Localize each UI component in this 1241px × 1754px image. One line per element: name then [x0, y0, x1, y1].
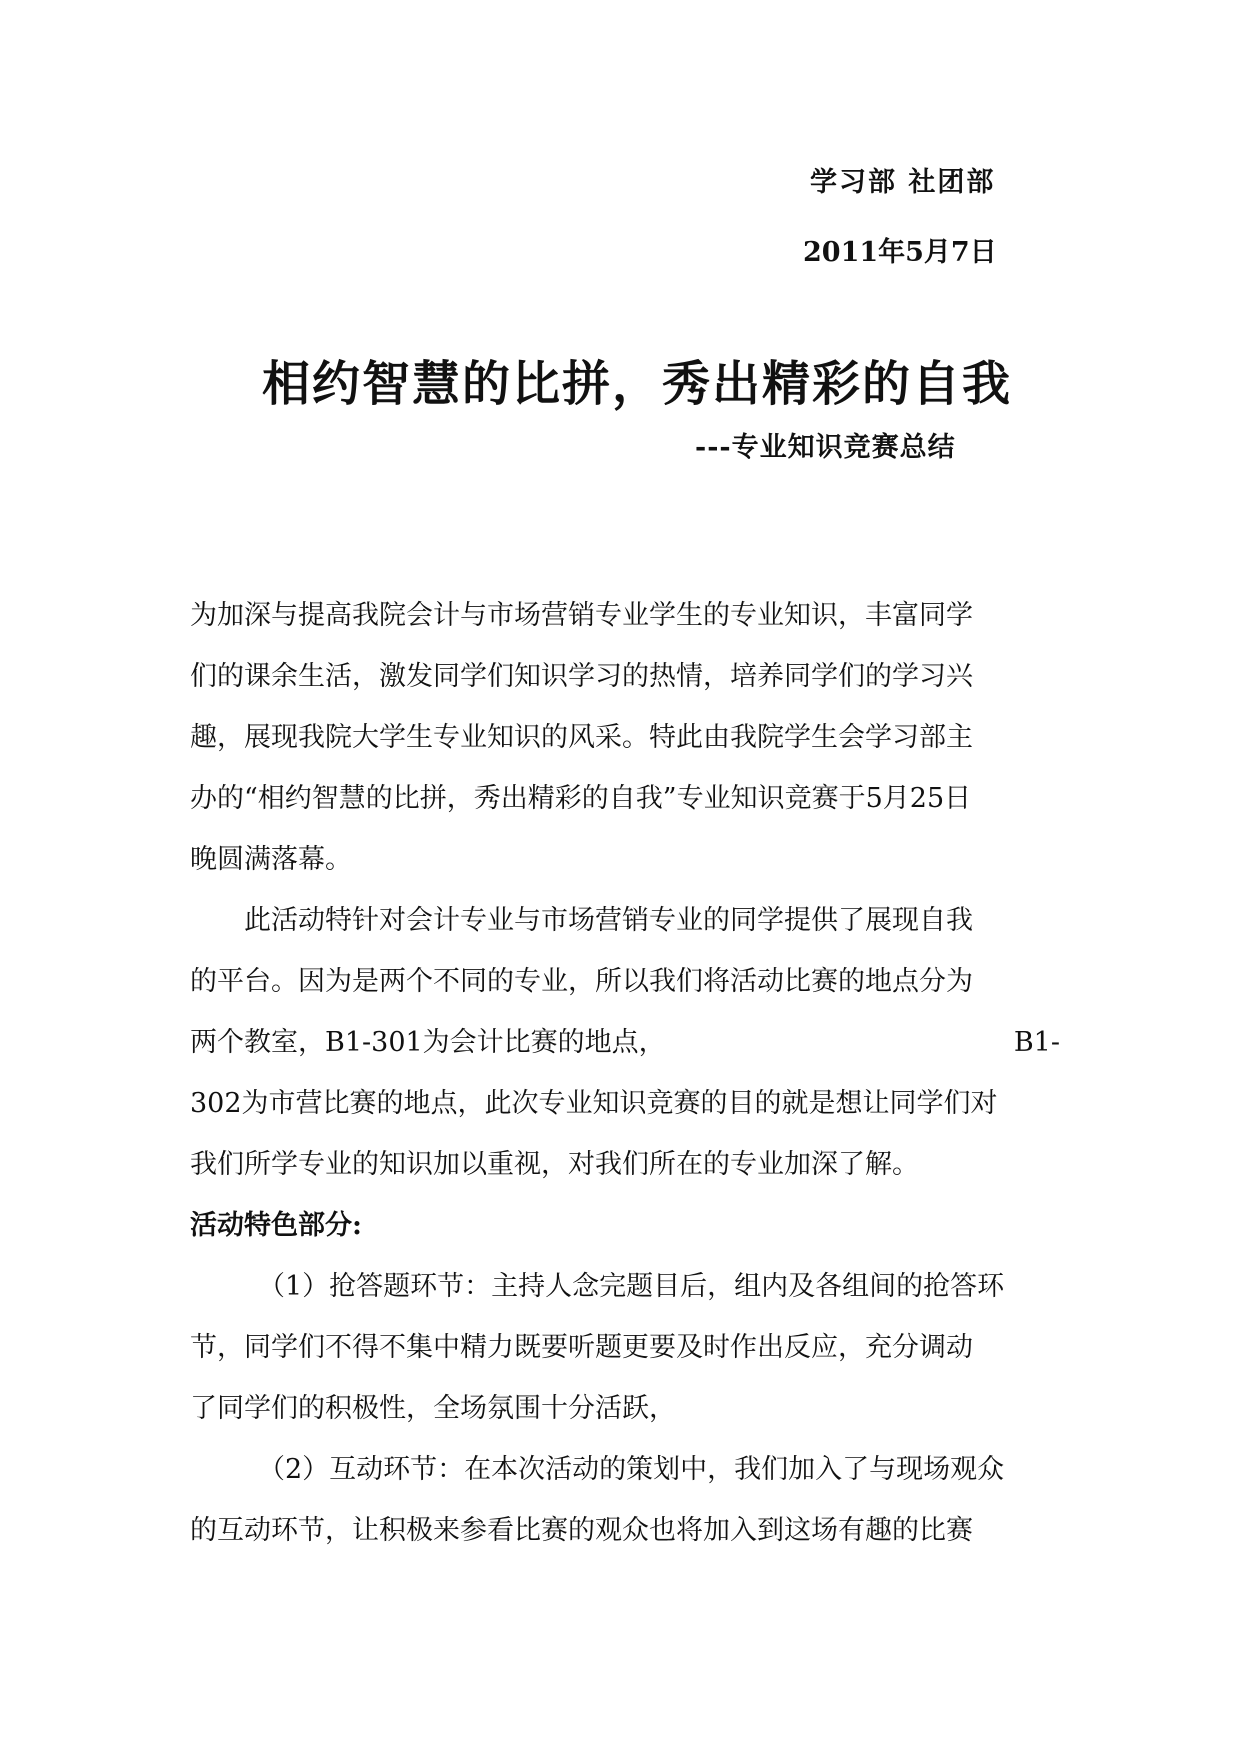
list-item-line: 了同学们的积极性，全场氛围十分活跃，: [190, 1393, 676, 1424]
section-heading: 活动特色部分:: [190, 1210, 362, 1241]
document-date: 2011年5月7日: [803, 237, 997, 268]
paragraph-line: 办的“相约智慧的比拼，秀出精彩的自我”专业知识竞赛于5月25日: [190, 783, 972, 814]
paragraph-line: 的平台。因为是两个不同的专业，所以我们将活动比赛的地点分为: [190, 966, 973, 997]
paragraph-line: 我们所学专业的知识加以重视，对我们所在的专业加深了解。: [190, 1149, 919, 1180]
paragraph-line: 为加深与提高我院会计与市场营销专业学生的专业知识，丰富同学: [190, 600, 973, 631]
paragraph-line-right: B1-: [1013, 1027, 1060, 1058]
paragraph-line: 此活动特针对会计专业与市场营销专业的同学提供了展现自我: [244, 905, 973, 936]
paragraph-line-left: 两个教室，B1-301为会计比赛的地点，: [190, 1027, 666, 1058]
list-item-line: （2）互动环节：在本次活动的策划中，我们加入了与现场观众: [258, 1454, 1005, 1485]
body-text: [190, 585, 1060, 1561]
organizer-names: 学习部 社团部: [810, 167, 996, 198]
list-item-line: 节，同学们不得不集中精力既要听题更要及时作出反应，充分调动: [190, 1332, 973, 1363]
page-subtitle: ---专业知识竞赛总结: [695, 432, 956, 463]
list-item-line: （1）抢答题环节：主持人念完题目后，组内及各组间的抢答环: [258, 1271, 1005, 1302]
paragraph-line: 晚圆满落幕。: [190, 844, 352, 875]
paragraph-line: 趣，展现我院大学生专业知识的风采。特此由我院学生会学习部主: [190, 722, 973, 753]
page-title: 相约智慧的比拼，秀出精彩的自我: [262, 356, 1013, 412]
paragraph-line: 302为市营比赛的地点，此次专业知识竞赛的目的就是想让同学们对: [190, 1088, 998, 1119]
list-item-line: 的互动环节，让积极来参看比赛的观众也将加入到这场有趣的比赛: [190, 1515, 973, 1546]
paragraph-line: 们的课余生活，激发同学们知识学习的热情，培养同学们的学习兴: [190, 661, 973, 692]
paragraph-line-justified: [190, 1012, 1060, 1073]
